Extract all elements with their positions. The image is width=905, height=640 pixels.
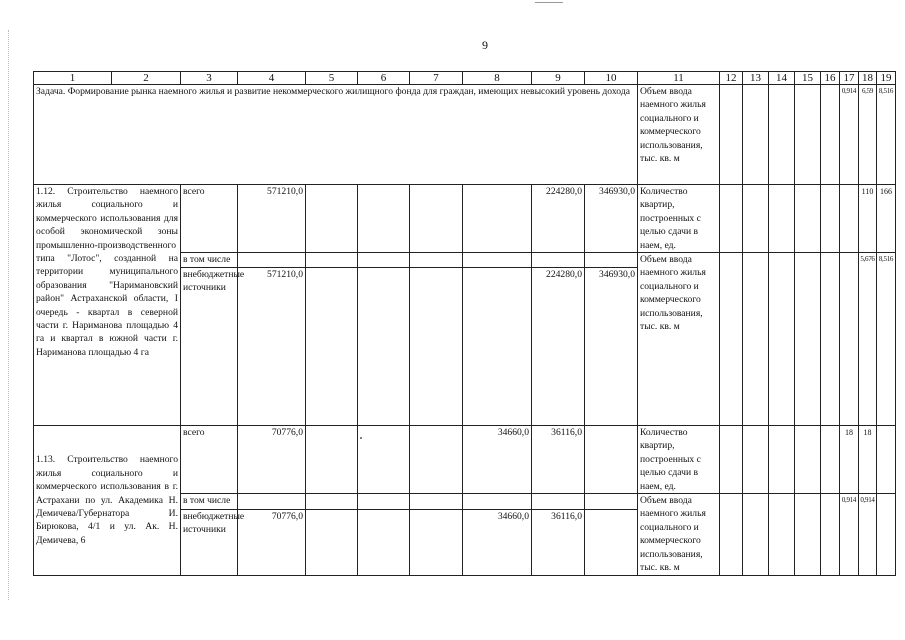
item-1-12-source-c9: 224280,0 xyxy=(532,268,585,426)
item-1-13-total-c4: 70776,0 xyxy=(238,426,306,494)
item-1-12-total-row xyxy=(34,185,896,253)
item-1-13-indicator-1: Количество квартир, построенных с целью сдачи в наем, ед. xyxy=(638,426,720,494)
header-col-1: 1 xyxy=(34,72,112,85)
header-col-13: 13 xyxy=(743,72,769,85)
item-1-13-ind2-value-18: 0,914 xyxy=(859,494,877,575)
item-1-13-indicator-2: Объем ввода наемного жилья социального и коммерческого использования, тыс. кв. м xyxy=(638,494,720,575)
item-1-12-source-c4: 571210,0 xyxy=(238,268,306,426)
top-mark xyxy=(535,2,563,3)
header-col-12: 12 xyxy=(720,72,743,85)
item-1-12-total-c9: 224280,0 xyxy=(532,185,585,253)
item-1-13-total-c8: 34660,0 xyxy=(463,426,532,494)
task-value-17: 0,914 xyxy=(840,85,859,185)
item-1-12-incl-label: в том числе xyxy=(181,253,238,268)
item-1-12-ind1-value-19: 166 xyxy=(877,185,896,253)
item-1-13-ind1-value-17: 18 xyxy=(840,426,859,494)
header-col-6: 6 xyxy=(358,72,410,85)
header-col-8: 8 xyxy=(463,72,532,85)
item-1-12-total-c4: 571210,0 xyxy=(238,185,306,253)
item-1-12-title: 1.12. Строительство наемного жилья социального и коммерческого использования для особой экономической зоны промышленно-производственного типа "Лотос", созданной на территории муниципального образования "Наримановский район" Астраханской области, I очередь - квартал в северной части г. Нариманова площадью 4 га и квартал в южной части г. Нариманова площадью 4 га xyxy=(34,185,181,426)
item-1-12-indicator-1: Количество квартир, построенных с целью сдачи в наем, ед. xyxy=(638,185,720,253)
header-col-15: 15 xyxy=(795,72,821,85)
item-1-12-total-label: всего xyxy=(181,185,238,253)
task-row xyxy=(34,85,896,185)
item-1-13-ind1-value-18: 18 xyxy=(859,426,877,494)
item-1-13-total-label: всего xyxy=(181,426,238,494)
header-col-5: 5 xyxy=(306,72,358,85)
item-1-12-source-c10: 346930,0 xyxy=(585,268,638,426)
item-1-12-source-label: внебюджетные источники xyxy=(181,268,238,426)
header-col-7: 7 xyxy=(410,72,463,85)
column-number-row xyxy=(34,72,896,85)
header-col-4: 4 xyxy=(238,72,306,85)
binding-edge xyxy=(8,30,9,600)
item-1-12-ind1-value-18: 110 xyxy=(859,185,877,253)
item-1-12-indicator-2: Объем ввода наемного жилья социального и коммерческого использования, тыс. кв. м xyxy=(638,253,720,426)
header-col-17: 17 xyxy=(840,72,859,85)
item-1-13-total-c9: 36116,0 xyxy=(532,426,585,494)
item-1-12-ind2-value-18: 5,676 xyxy=(859,253,877,426)
header-col-18: 18 xyxy=(859,72,877,85)
header-col-10: 10 xyxy=(585,72,638,85)
program-table xyxy=(33,71,896,576)
task-value-18: 6,59 xyxy=(859,85,877,185)
item-1-13-source-label: внебюджетные источники xyxy=(181,509,238,575)
header-col-9: 9 xyxy=(532,72,585,85)
header-col-14: 14 xyxy=(769,72,795,85)
item-1-12-ind2-value-19: 8,516 xyxy=(877,253,896,426)
header-col-11: 11 xyxy=(638,72,720,85)
item-1-13-incl-label: в том числе xyxy=(181,494,238,510)
header-col-3: 3 xyxy=(181,72,238,85)
item-1-13-source-c4: 70776,0 xyxy=(238,509,306,575)
item-1-13-source-c9: 36116,0 xyxy=(532,509,585,575)
item-1-12-total-c10: 346930,0 xyxy=(585,185,638,253)
task-value-19: 8,516 xyxy=(877,85,896,185)
item-1-13-source-c8: 34660,0 xyxy=(463,509,532,575)
item-1-13-ind2-value-17: 0,914 xyxy=(840,494,859,575)
item-1-13-title: 1.13. Строительство наемного жилья социального и коммерческого использования в г. Астрахани по ул. Академика Н. Демичева/Губернатора И. Бирюкова, 4/1 и ул. Ак. Н. Демичева, 6 xyxy=(34,426,181,575)
header-col-19: 19 xyxy=(877,72,896,85)
header-col-16: 16 xyxy=(821,72,840,85)
task-text: Задача. Формирование рынка наемного жилья и развитие некоммерческого жилищного фонда для граждан, имеющих невысокий уровень дохода xyxy=(34,85,638,185)
header-col-2: 2 xyxy=(112,72,181,85)
task-indicator: Объем ввода наемного жилья социального и коммерческого использования, тыс. кв. м xyxy=(638,85,720,185)
item-1-13-total-row xyxy=(34,426,896,494)
page-number: 9 xyxy=(482,38,488,52)
